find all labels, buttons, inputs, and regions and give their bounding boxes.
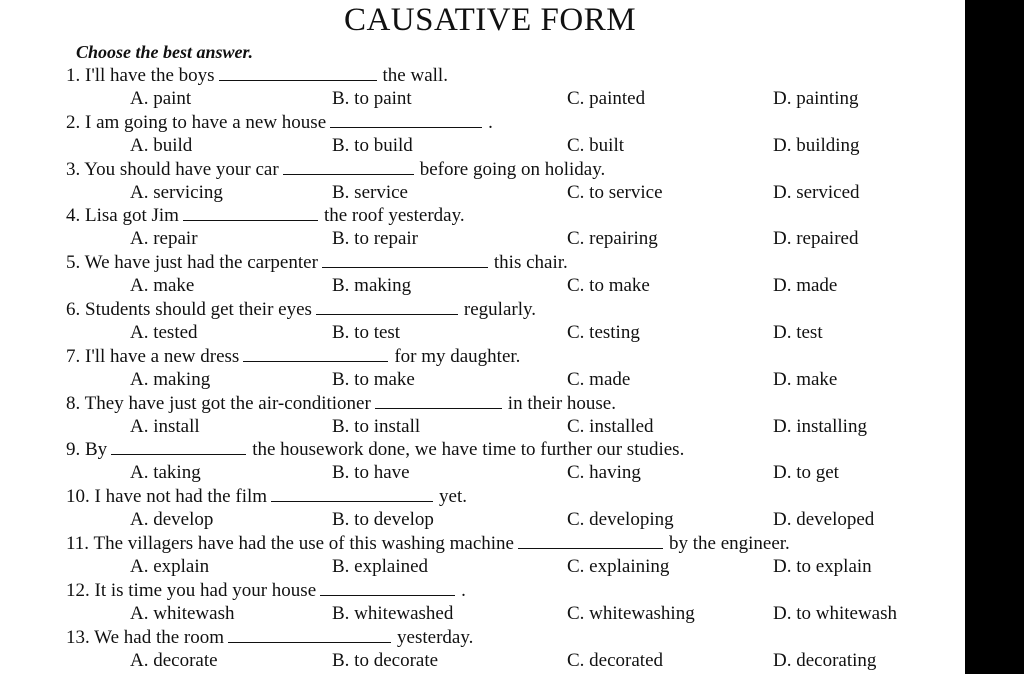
option-d: D. to whitewash	[773, 602, 898, 624]
stem-text-before: Students should get their eyes	[85, 299, 312, 320]
stem-text-before: It is time you had your house	[94, 579, 317, 601]
answer-blank	[183, 205, 318, 221]
option-b: B. to have	[332, 462, 410, 484]
option-d: D. serviced	[773, 181, 860, 203]
question-5	[0, 251, 965, 298]
stem-text-before: I am going to have a new house	[85, 111, 327, 133]
option-d: D. painting	[773, 88, 859, 109]
option-b: B. to repair	[332, 228, 419, 250]
stem-text-before: They have just got the air-conditioner	[84, 392, 371, 414]
question-number: 1.	[66, 65, 81, 86]
question-stem	[66, 111, 493, 134]
option-c: C. installed	[567, 415, 654, 437]
option-d: D. installing	[773, 415, 867, 437]
stem-text-before: I have not had the film	[94, 486, 268, 508]
question-number: 6.	[66, 299, 81, 320]
instruction-text: Choose the best answer.	[76, 42, 254, 62]
question-number: 10.	[66, 486, 90, 508]
option-a: A. repair	[130, 228, 198, 250]
question-stem	[66, 298, 536, 321]
option-d: D. to explain	[773, 556, 872, 577]
option-a: A. develop	[130, 509, 214, 531]
option-b: B. making	[332, 275, 412, 297]
stem-text-after: in their house.	[507, 392, 616, 414]
answer-blank	[375, 393, 502, 409]
question-12	[0, 579, 965, 626]
option-a: A. explain	[130, 556, 210, 577]
stem-text-after: the roof yesterday.	[323, 205, 465, 227]
option-d: D. developed	[773, 509, 875, 531]
question-9	[0, 438, 965, 485]
option-c: C. repairing	[567, 228, 658, 250]
answer-blank	[283, 159, 414, 175]
question-2	[0, 111, 965, 158]
option-c: C. testing	[567, 322, 640, 343]
question-number: 4.	[66, 205, 81, 227]
question-11	[0, 532, 965, 579]
option-a: A. decorate	[130, 649, 218, 671]
black-border	[965, 0, 1024, 674]
answer-blank	[111, 439, 246, 455]
question-stem	[66, 626, 473, 649]
stem-text-before: You should have your car	[84, 158, 279, 180]
option-d: D. test	[773, 322, 823, 343]
question-13	[0, 626, 965, 673]
question-stem	[66, 438, 684, 461]
question-stem	[66, 345, 520, 368]
question-stem	[66, 251, 568, 274]
option-c: C. having	[567, 462, 641, 484]
option-c: C. made	[567, 368, 631, 390]
page-title: CAUSATIVE FORM	[343, 2, 637, 38]
answer-blank	[320, 580, 455, 596]
answer-blank	[228, 627, 391, 643]
option-a: A. servicing	[130, 181, 223, 203]
option-b: B. to test	[332, 322, 401, 343]
stem-text-after: this chair.	[493, 252, 568, 274]
stem-text-before: By	[85, 439, 108, 461]
question-10	[0, 485, 965, 532]
question-stem	[66, 158, 605, 181]
answer-blank	[330, 112, 482, 128]
stem-text-before: I'll have a new dress	[85, 345, 240, 367]
question-3	[0, 158, 965, 205]
option-b: B. service	[332, 181, 408, 203]
question-number: 5.	[66, 252, 81, 274]
option-b: B. to develop	[332, 509, 434, 531]
stem-text-after: regularly.	[463, 299, 537, 320]
question-1	[0, 64, 965, 111]
option-c: C. to service	[567, 181, 663, 203]
question-4	[0, 204, 965, 251]
question-stem	[66, 204, 465, 227]
option-b: B. to paint	[332, 88, 412, 109]
question-number: 13.	[66, 626, 90, 648]
option-a: A. taking	[130, 462, 201, 484]
answer-blank	[316, 299, 458, 315]
option-a: A. making	[130, 368, 211, 390]
question-number: 7.	[66, 345, 81, 367]
question-6	[0, 298, 965, 345]
stem-text-before: The villagers have had the use of this washing machine	[93, 533, 514, 554]
option-d: D. repaired	[773, 228, 859, 250]
option-a: A. make	[130, 275, 195, 297]
stem-text-after: .	[461, 579, 466, 601]
answer-blank	[322, 252, 488, 268]
question-number: 3.	[66, 158, 81, 180]
option-a: A. install	[130, 415, 200, 437]
option-d: D. made	[773, 275, 838, 297]
stem-text-after: for my daughter.	[394, 345, 521, 367]
answer-blank	[518, 533, 663, 549]
option-d: D. building	[773, 134, 860, 156]
question-number: 11.	[66, 533, 90, 554]
question-stem	[66, 532, 790, 555]
option-c: C. decorated	[567, 649, 664, 671]
question-number: 9.	[66, 439, 81, 461]
question-stem	[66, 579, 466, 602]
stem-text-after: .	[488, 111, 493, 133]
option-a: A. whitewash	[130, 602, 235, 624]
question-stem	[66, 392, 616, 415]
option-b: B. whitewashed	[332, 602, 454, 624]
stem-text-after: yet.	[439, 486, 467, 508]
question-7	[0, 345, 965, 392]
question-number: 12.	[66, 579, 90, 601]
option-c: C. painted	[567, 88, 646, 109]
option-b: B. explained	[332, 556, 429, 577]
question-number: 8.	[66, 392, 81, 414]
stem-text-after: the wall.	[382, 65, 448, 86]
question-stem	[66, 485, 467, 508]
option-d: D. decorating	[773, 649, 877, 671]
option-b: B. to build	[332, 134, 413, 156]
stem-text-after: yesterday.	[397, 626, 474, 648]
option-b: B. to decorate	[332, 649, 439, 671]
question-stem	[66, 64, 448, 87]
stem-text-before: Lisa got Jim	[85, 205, 179, 227]
option-c: C. explaining	[567, 556, 670, 577]
option-c: C. to make	[567, 275, 650, 297]
option-a: A. tested	[130, 322, 198, 343]
stem-text-after: by the engineer.	[668, 533, 790, 554]
stem-text-after: before going on holiday.	[419, 158, 606, 180]
stem-text-before: I'll have the boys	[85, 65, 215, 86]
answer-blank	[243, 346, 388, 362]
option-a: A. build	[130, 134, 193, 156]
question-8	[0, 392, 965, 439]
option-b: B. to make	[332, 368, 415, 390]
answer-blank	[271, 486, 433, 502]
option-d: D. to get	[773, 462, 839, 484]
stem-text-before: We had the room	[94, 626, 225, 648]
question-number: 2.	[66, 111, 81, 133]
stem-text-before: We have just had the carpenter	[84, 252, 318, 274]
stem-text-after: the housework done, we have time to further our studies.	[252, 439, 685, 461]
answer-blank	[219, 65, 377, 81]
option-b: B. to install	[332, 415, 421, 437]
option-c: C. developing	[567, 509, 674, 531]
option-c: C. whitewashing	[567, 602, 695, 624]
option-c: C. built	[567, 134, 625, 156]
option-d: D. make	[773, 368, 838, 390]
option-a: A. paint	[130, 88, 192, 109]
